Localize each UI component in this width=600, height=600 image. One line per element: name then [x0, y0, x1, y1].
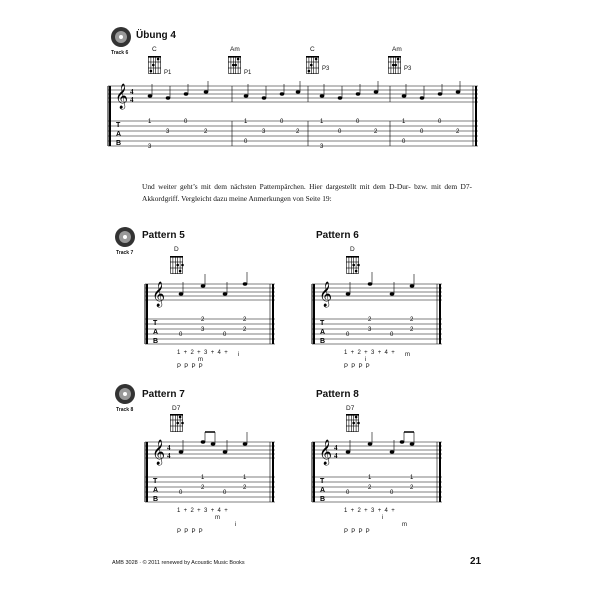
chord-name: C [310, 46, 315, 53]
tab-letter: A [116, 131, 122, 138]
tab-number: 0 [223, 490, 227, 496]
right-hand-finger: i [365, 357, 367, 363]
tab-letter: T [153, 478, 158, 485]
tab-number: 0 [223, 332, 227, 338]
tab-number: 0 [390, 490, 394, 496]
exercise-staff [108, 84, 480, 154]
tab-number: 1 [402, 119, 406, 125]
tab-number: 0 [356, 119, 360, 125]
treble-clef-icon: 𝄞 [152, 282, 166, 307]
time-signature: 4 [130, 88, 134, 96]
track-label: Track 6 [111, 50, 129, 56]
tab-number: 0 [338, 129, 342, 135]
cd-track-icon [114, 383, 136, 405]
treble-clef-icon: 𝄞 [319, 282, 333, 307]
tab-number: 3 [262, 129, 266, 135]
chord-name: D7 [172, 405, 181, 412]
tab-number: 0 [244, 139, 248, 145]
treble-clef-icon: 𝄞 [152, 440, 166, 465]
chord-diagram-c [306, 56, 320, 76]
chord-diagram-c [148, 56, 162, 76]
track-label: Track 7 [116, 250, 134, 256]
time-signature: 4 [334, 444, 338, 452]
tab-number: 2 [201, 317, 205, 323]
chord-diagram-d7 [170, 414, 184, 434]
chord-diagram-d [346, 256, 360, 276]
time-signature: 4 [130, 96, 134, 104]
fingering-label: P1 [244, 70, 252, 76]
tab-number: 2 [243, 485, 247, 491]
right-hand-finger: m [402, 522, 407, 528]
tab-number: 2 [374, 129, 378, 135]
pattern8-staff [312, 440, 444, 510]
tab-letter: T [320, 478, 325, 485]
fingering-label: P3 [404, 66, 412, 72]
chord-diagram-am [388, 56, 402, 76]
tab-number: 0 [346, 332, 350, 338]
tab-letter: T [116, 122, 121, 129]
pattern-title: Pattern 6 [316, 230, 359, 241]
copyright-footer: AMB 3028 · © 2011 renewed by Acoustic Music Books [112, 560, 245, 566]
tab-number: 2 [410, 485, 414, 491]
right-hand-finger: m [198, 357, 203, 363]
cd-track-icon [114, 226, 136, 248]
pattern-title: Pattern 7 [142, 389, 185, 400]
tab-letter: B [320, 496, 326, 503]
chord-name: D [350, 246, 355, 253]
tab-letter: T [320, 320, 325, 327]
tab-number: 2 [204, 129, 208, 135]
tab-number: 0 [179, 332, 183, 338]
tab-letter: B [153, 338, 159, 345]
tab-number: 1 [410, 475, 414, 481]
tab-number: 2 [368, 317, 372, 323]
right-hand-finger: m [405, 352, 410, 358]
tab-number: 3 [201, 327, 205, 333]
tab-letter: B [320, 338, 326, 345]
chord-diagram-am [228, 56, 242, 76]
beat-count: 1 + 2 + 3 + 4 + [344, 508, 395, 514]
chord-name: Am [392, 46, 402, 53]
tab-letter: A [320, 329, 326, 336]
right-hand-finger: i [238, 352, 240, 358]
pattern7-staff [145, 440, 277, 510]
tab-number: 0 [438, 119, 442, 125]
chord-name: D [174, 246, 179, 253]
cd-track-icon [110, 26, 132, 48]
tab-number: 0 [184, 119, 188, 125]
tab-number: 2 [456, 129, 460, 135]
tab-number: 1 [243, 475, 247, 481]
beat-count: 1 + 2 + 3 + 4 + [344, 350, 395, 356]
fingering-label: P3 [322, 66, 330, 72]
tab-number: 3 [368, 327, 372, 333]
tab-number: 2 [243, 317, 247, 323]
thumb-row: P P P P [177, 364, 203, 370]
right-hand-finger: i [235, 522, 237, 528]
exercise-title: Übung 4 [136, 30, 176, 41]
tab-number: 3 [166, 129, 170, 135]
tab-letter: T [153, 320, 158, 327]
tab-letter: B [116, 140, 122, 147]
tab-number: 0 [346, 490, 350, 496]
body-paragraph: Und weiter geht’s mit dem nächsten Patternpärchen. Hier dargestellt mit dem D-Dur- bzw. mit dem D7-Akkordgriff. Vergleicht dazu meine Anmerkungen von Seite 19: [142, 182, 472, 203]
tab-number: 1 [244, 119, 248, 125]
tab-letter: A [153, 487, 159, 494]
thumb-row: P P P P [177, 529, 203, 535]
tab-number: 3 [148, 144, 152, 150]
tab-number: 1 [148, 119, 152, 125]
right-hand-finger: i [382, 515, 384, 521]
beat-count: 1 + 2 + 3 + 4 + [177, 350, 228, 356]
chord-diagram-d7 [346, 414, 360, 434]
tab-number: 0 [390, 332, 394, 338]
time-signature: 4 [167, 452, 171, 460]
tab-number: 2 [296, 129, 300, 135]
thumb-row: P P P P [344, 364, 370, 370]
tab-letter: A [320, 487, 326, 494]
tab-number: 2 [410, 327, 414, 333]
tab-number: 1 [368, 475, 372, 481]
tab-letter: A [153, 329, 159, 336]
pattern-title: Pattern 5 [142, 230, 185, 241]
tab-number: 0 [280, 119, 284, 125]
treble-clef-icon: 𝄞 [115, 84, 129, 109]
time-signature: 4 [167, 444, 171, 452]
beat-count: 1 + 2 + 3 + 4 + [177, 508, 228, 514]
tab-number: 1 [201, 475, 205, 481]
tab-number: 3 [320, 144, 324, 150]
time-signature: 4 [334, 452, 338, 460]
tab-number: 0 [402, 139, 406, 145]
pattern6-staff [312, 282, 444, 352]
chord-diagram-d [170, 256, 184, 276]
pattern-title: Pattern 8 [316, 389, 359, 400]
tab-number: 1 [320, 119, 324, 125]
pattern5-staff [145, 282, 277, 352]
tab-number: 0 [420, 129, 424, 135]
thumb-row: P P P P [344, 529, 370, 535]
tab-number: 2 [201, 485, 205, 491]
track-label: Track 8 [116, 407, 134, 413]
chord-name: D7 [346, 405, 355, 412]
page-number: 21 [470, 556, 482, 567]
tab-number: 2 [243, 327, 247, 333]
tab-letter: B [153, 496, 159, 503]
right-hand-finger: m [215, 515, 220, 521]
tab-number: 2 [368, 485, 372, 491]
chord-name: C [152, 46, 157, 53]
fingering-label: P1 [164, 70, 172, 76]
tab-number: 0 [179, 490, 183, 496]
tab-number: 2 [410, 317, 414, 323]
chord-name: Am [230, 46, 240, 53]
treble-clef-icon: 𝄞 [319, 440, 333, 465]
